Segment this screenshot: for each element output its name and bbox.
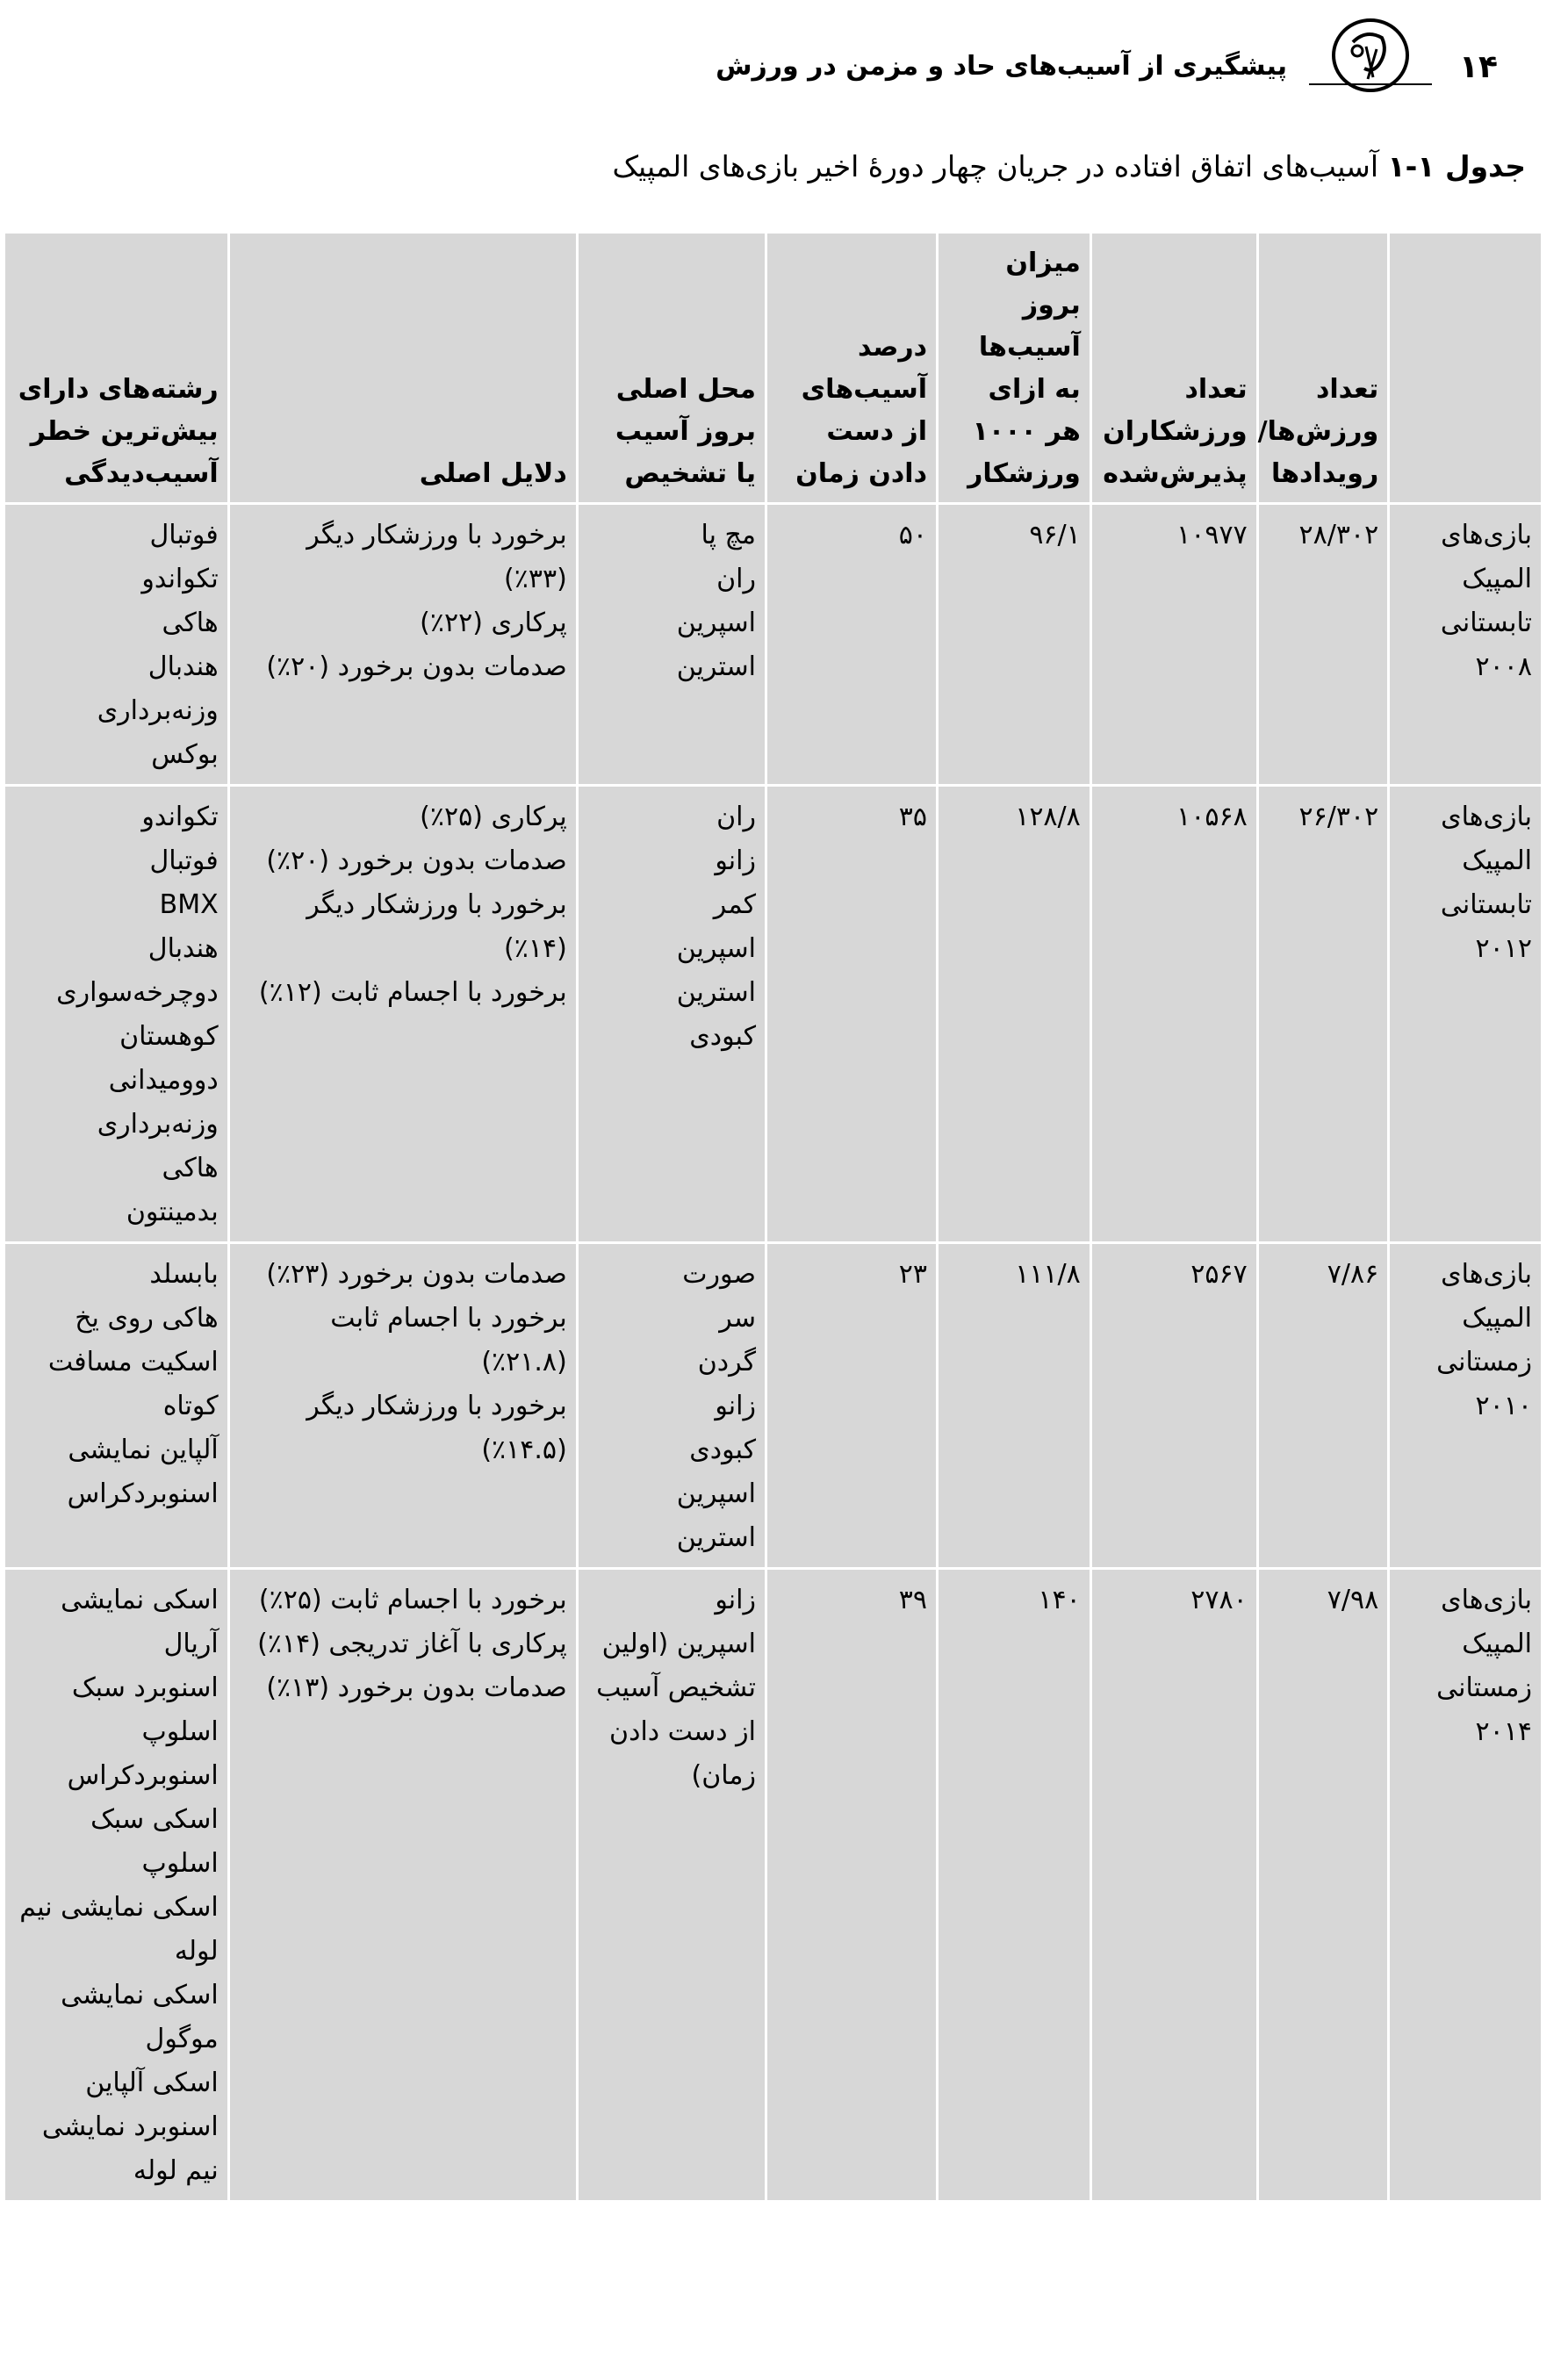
header-injury-rate: میزان بروز آسیب‌ها به ازای هر ۱۰۰۰ ورزشکار bbox=[939, 234, 1090, 502]
cell-injury-rate: ۹۶/۱ bbox=[939, 505, 1090, 784]
cell-sports bbox=[5, 787, 227, 1241]
sport-item: اسکیت مسافت کوتاه bbox=[47, 1347, 219, 1421]
table-header-row bbox=[5, 234, 1541, 502]
sport-item: بدمینتون bbox=[126, 1197, 219, 1227]
cell-events: ۲۸/۳۰۲ bbox=[1259, 505, 1388, 784]
cause-item: برخورد با ورزشکار دیگر (۱۴.۵٪) bbox=[306, 1391, 567, 1465]
sport-item: تکواندو bbox=[141, 564, 219, 594]
cell-sports bbox=[5, 1244, 227, 1567]
location-item: اسپرین bbox=[676, 608, 756, 638]
cause-item: صدمات بدون برخورد (۲۳٪) bbox=[266, 1259, 567, 1290]
sport-item: تکواندو bbox=[141, 802, 219, 832]
cause-item: صدمات بدون برخورد (۲۰٪) bbox=[266, 845, 567, 876]
cell-causes bbox=[230, 505, 576, 784]
cell-events: ۲۶/۳۰۲ bbox=[1259, 787, 1388, 1241]
header-time-loss: درصد آسیب‌های از دست دادن زمان bbox=[767, 234, 936, 502]
cell-injury-rate: ۱۲۸/۸ bbox=[939, 787, 1090, 1241]
cause-item: پرکاری (۲۵٪) bbox=[420, 802, 567, 832]
cell-time-loss: ۲۳ bbox=[767, 1244, 936, 1567]
cause-item: صدمات بدون برخورد (۱۳٪) bbox=[266, 1672, 567, 1703]
location-item: زانو bbox=[715, 845, 756, 876]
cell-time-loss: ۵۰ bbox=[767, 505, 936, 784]
location-item: کمر bbox=[713, 889, 756, 920]
cause-item: برخورد با ورزشکار دیگر (۱۴٪) bbox=[306, 889, 567, 964]
running-title: پیشگیری از آسیب‌های حاد و مزمن در ورزش bbox=[716, 51, 1287, 82]
sport-item: دوومیدانی bbox=[108, 1065, 219, 1096]
cell-sports bbox=[5, 1570, 227, 2200]
header-games bbox=[1390, 234, 1541, 502]
cause-item: برخورد با ورزشکار دیگر (۳۳٪) bbox=[306, 520, 567, 594]
sport-item: هاکی روی یخ bbox=[75, 1303, 219, 1334]
location-item: گردن bbox=[697, 1347, 756, 1377]
injury-table-container bbox=[3, 231, 1543, 2203]
cell-location bbox=[579, 1244, 765, 1567]
cause-item: پرکاری با آغاز تدریجی (۱۴٪) bbox=[257, 1629, 567, 1659]
sport-item: اسکی نمایشی موگول bbox=[61, 1980, 219, 2054]
location-item: استرین bbox=[676, 651, 756, 682]
header-events: تعداد ورزش‌ها/ رویدادها bbox=[1259, 234, 1388, 502]
cause-item: صدمات بدون برخورد (۲۰٪) bbox=[266, 651, 567, 682]
cell-injury-rate: ۱۴۰ bbox=[939, 1570, 1090, 2200]
cell-causes bbox=[230, 787, 576, 1241]
sport-item: بابسلد bbox=[149, 1259, 219, 1290]
cell-athletes: ۲۷۸۰ bbox=[1092, 1570, 1256, 2200]
cell-athletes: ۱۰۵۶۸ bbox=[1092, 787, 1256, 1241]
sport-item: اسنوبردکراس bbox=[67, 1478, 219, 1509]
book-logo-icon bbox=[1305, 16, 1436, 99]
location-item: ران bbox=[716, 802, 756, 832]
caption-label: جدول ۱-۱ bbox=[1387, 149, 1526, 183]
header-sports: رشته‌های دارای بیش‌ترین خطر آسیب‌دیدگی bbox=[5, 234, 227, 502]
sport-item: وزنه‌برداری bbox=[97, 1109, 219, 1140]
sport-item: BMX bbox=[159, 889, 219, 920]
cell-games: بازی‌های المپیک زمستانی ۲۰۱۴ bbox=[1390, 1570, 1541, 2200]
sport-item: اسکی نمایشی آریال bbox=[61, 1585, 219, 1659]
table-row bbox=[5, 787, 1541, 1241]
cell-events: ۷/۸۶ bbox=[1259, 1244, 1388, 1567]
cell-athletes: ۱۰۹۷۷ bbox=[1092, 505, 1256, 784]
cell-location bbox=[579, 505, 765, 784]
sport-item: دوچرخه‌سواری کوهستان bbox=[56, 977, 219, 1052]
sport-item: هندبال bbox=[147, 933, 219, 964]
location-item: اسپرین bbox=[676, 1478, 756, 1509]
cell-athletes: ۲۵۶۷ bbox=[1092, 1244, 1256, 1567]
sport-item: فوتبال bbox=[149, 845, 219, 876]
cell-games: بازی‌های المپیک تابستانی ۲۰۰۸ bbox=[1390, 505, 1541, 784]
cell-injury-rate: ۱۱۱/۸ bbox=[939, 1244, 1090, 1567]
sport-item: هندبال bbox=[147, 651, 219, 682]
sport-item: اسکی آلپاین bbox=[85, 2068, 219, 2098]
cell-location bbox=[579, 787, 765, 1241]
sport-item: بوکس bbox=[151, 739, 219, 770]
header-causes: دلایل اصلی bbox=[230, 234, 576, 502]
caption-text: آسیب‌های اتفاق افتاده در جریان چهار دورهٔ اخیر بازی‌های المپیک bbox=[612, 149, 1378, 183]
sport-item: اسنوبرد نمایشی نیم لوله bbox=[41, 2111, 219, 2186]
location-item: مچ پا bbox=[701, 520, 756, 550]
cause-item: برخورد با اجسام ثابت (۲۱.۸٪) bbox=[330, 1303, 567, 1377]
page-number: ۱۴ bbox=[1459, 49, 1498, 85]
sport-item: اسکی نمایشی نیم لوله bbox=[19, 1892, 219, 1967]
sport-item: اسنوبرد سبک اسلوپ bbox=[71, 1672, 219, 1747]
table-row bbox=[5, 1244, 1541, 1567]
location-item: زانو bbox=[715, 1391, 756, 1421]
sport-item: اسکی سبک اسلوپ bbox=[90, 1804, 219, 1879]
location-item: کبودی bbox=[689, 1021, 756, 1052]
cell-time-loss: ۳۵ bbox=[767, 787, 936, 1241]
location-item: سر bbox=[719, 1303, 756, 1334]
cell-games: بازی‌های المپیک زمستانی ۲۰۱۰ bbox=[1390, 1244, 1541, 1567]
sport-item: اسنوبردکراس bbox=[67, 1760, 219, 1791]
location-item: زانو bbox=[715, 1585, 756, 1615]
table-caption bbox=[613, 149, 1526, 183]
cell-causes bbox=[230, 1244, 576, 1567]
cell-time-loss: ۳۹ bbox=[767, 1570, 936, 2200]
table-row bbox=[5, 1570, 1541, 2200]
sport-item: هاکی bbox=[162, 608, 219, 638]
cell-sports bbox=[5, 505, 227, 784]
location-item: ران bbox=[716, 564, 756, 594]
location-item: استرین bbox=[676, 977, 756, 1008]
location-item: اسپرین bbox=[676, 933, 756, 964]
header-athletes: تعداد ورزشکاران پذیرش‌شده bbox=[1092, 234, 1256, 502]
page-header bbox=[53, 16, 1533, 112]
sport-item: فوتبال bbox=[149, 520, 219, 550]
cause-item: برخورد با اجسام ثابت (۱۲٪) bbox=[258, 977, 567, 1008]
sport-item: آلپاین نمایشی bbox=[68, 1435, 219, 1465]
cell-causes bbox=[230, 1570, 576, 2200]
cause-item: برخورد با اجسام ثابت (۲۵٪) bbox=[258, 1585, 567, 1615]
location-item: صورت bbox=[682, 1259, 756, 1290]
cell-events: ۷/۹۸ bbox=[1259, 1570, 1388, 2200]
cell-location bbox=[579, 1570, 765, 2200]
header-location: محل اصلی بروز آسیب یا تشخیص bbox=[579, 234, 765, 502]
sport-item: وزنه‌برداری bbox=[97, 695, 219, 726]
cell-games: بازی‌های المپیک تابستانی ۲۰۱۲ bbox=[1390, 787, 1541, 1241]
location-item: استرین bbox=[676, 1522, 756, 1553]
injury-table bbox=[3, 231, 1543, 2203]
table-row bbox=[5, 505, 1541, 784]
cause-item: پرکاری (۲۲٪) bbox=[420, 608, 567, 638]
location-item: کبودی bbox=[689, 1435, 756, 1465]
sport-item: هاکی bbox=[162, 1153, 219, 1183]
location-item: اسپرین (اولین تشخیص آسیب از دست دادن زمان) bbox=[596, 1629, 756, 1791]
